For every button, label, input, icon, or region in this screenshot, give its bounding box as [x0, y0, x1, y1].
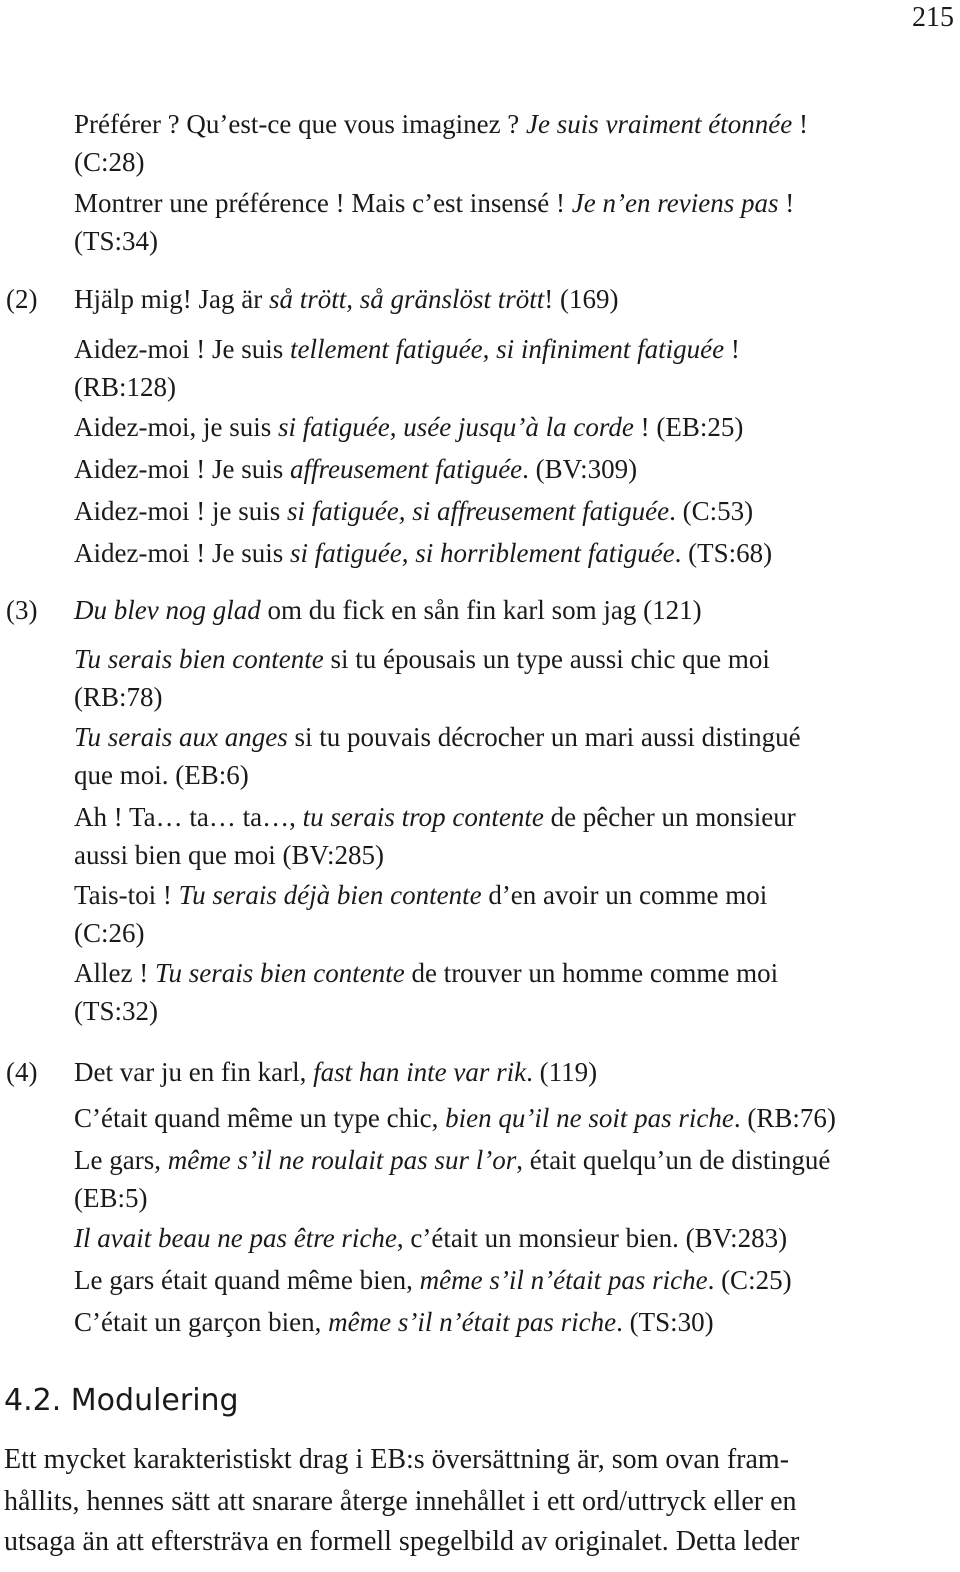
example-line [74, 190, 794, 217]
text-segment: om du fick en sån fin karl som jag (121) [260, 595, 702, 625]
example-line [74, 1059, 597, 1086]
text-segment: Aidez-moi ! Je suis [74, 538, 290, 568]
italic-segment: même s’il n’était pas riche [328, 1307, 617, 1337]
text-segment: d’en avoir un comme moi [481, 880, 768, 910]
example-line [74, 684, 163, 711]
example-number: (2) [6, 284, 38, 314]
text-segment: Tais-toi ! [74, 880, 179, 910]
italic-segment: affreusement fatiguée [289, 454, 523, 484]
text-segment: Aidez-moi, je suis [74, 412, 278, 442]
italic-segment: Tu serais déjà bien contente [178, 880, 482, 910]
italic-segment: Je n’en reviens pas [571, 188, 779, 218]
example-line [74, 111, 808, 138]
example-line [74, 414, 743, 441]
text-segment: que moi. (EB:6) [74, 760, 249, 790]
example-line [74, 960, 778, 987]
text-segment: de trouver un homme comme moi [404, 958, 779, 988]
example-line [74, 498, 753, 525]
text-segment: Aidez-moi ! je suis [74, 496, 287, 526]
text-segment: (C:26) [74, 918, 145, 948]
italic-segment: Tu serais bien contente [154, 958, 405, 988]
body-line: utsaga än att eftersträva en formell spegelbild av originalet. Detta leder [4, 1526, 800, 1557]
example-line [74, 1105, 836, 1132]
text-segment: Préférer ? Qu’est-ce que vous imaginez ? [74, 109, 527, 139]
text-segment: C’était quand même un type chic, [74, 1103, 446, 1133]
example-line [74, 724, 801, 751]
example-line [74, 882, 767, 909]
italic-segment: Je suis vraiment étonnée [526, 109, 793, 139]
text-segment: de pêcher un monsieur [543, 802, 796, 832]
example-line [74, 228, 158, 255]
italic-segment: så trött, så gränslöst trött [268, 284, 545, 314]
text-segment: Le gars, [74, 1145, 168, 1175]
text-segment: . (RB:76) [733, 1103, 836, 1133]
example-line [74, 842, 384, 869]
italic-segment: bien qu’il ne soit pas riche [445, 1103, 734, 1133]
example-line [74, 374, 176, 401]
italic-segment: Tu serais bien contente [74, 644, 324, 674]
text-segment: (TS:32) [74, 996, 158, 1026]
example-line [74, 1309, 714, 1336]
text-segment: C’était un garçon bien, [74, 1307, 329, 1337]
example-line [74, 646, 770, 673]
text-segment: . (C:53) [669, 496, 754, 526]
text-segment: Det var ju en fin karl, [74, 1057, 314, 1087]
page-number: 215 [912, 2, 954, 33]
text-segment: ! [792, 109, 808, 139]
example-line [74, 286, 619, 313]
example-line [74, 149, 145, 176]
text-segment: Aidez-moi ! Je suis [74, 334, 290, 364]
text-segment: ! (EB:25) [633, 412, 744, 442]
text-segment: . (BV:309) [522, 454, 638, 484]
example-line [74, 456, 637, 483]
example-line [74, 998, 158, 1025]
text-segment: . (TS:30) [616, 1307, 714, 1337]
text-segment: (C:28) [74, 147, 145, 177]
example-number: (4) [6, 1057, 38, 1087]
example-line [74, 540, 772, 567]
text-segment: si tu pouvais décrocher un mari aussi distingué [287, 722, 801, 752]
italic-segment: si fatiguée, si affreusement fatiguée [286, 496, 670, 526]
text-segment: Hjälp mig! Jag är [74, 284, 269, 314]
text-segment: (EB:5) [74, 1183, 148, 1213]
body-line: Ett mycket karakteristiskt drag i EB:s översättning är, som ovan fram- [4, 1444, 790, 1475]
text-segment: ! [724, 334, 740, 364]
example-line [74, 920, 145, 947]
text-segment: . (119) [526, 1057, 598, 1087]
italic-segment: tellement fatiguée, si infiniment fatiguée [289, 334, 725, 364]
italic-segment: même s’il n’était pas riche [419, 1265, 708, 1295]
example-number: (3) [6, 595, 38, 625]
text-segment: Le gars était quand même bien, [74, 1265, 420, 1295]
italic-segment: Il avait beau ne pas être riche [74, 1223, 397, 1253]
text-segment: ! [778, 188, 795, 218]
italic-segment: même s’il ne roulait pas sur l’or [167, 1145, 517, 1175]
text-segment: aussi bien que moi (BV:285) [74, 840, 384, 870]
text-segment: (RB:78) [74, 682, 163, 712]
text-segment: (RB:128) [74, 372, 177, 402]
italic-segment: tu serais trop contente [302, 802, 544, 832]
example-line [74, 597, 702, 624]
italic-segment: si fatiguée, usée jusqu’à la corde [277, 412, 634, 442]
section-heading: 4.2. Modulering [4, 1383, 239, 1418]
example-line [74, 1225, 787, 1252]
italic-segment: si fatiguée, si horriblement fatiguée [289, 538, 675, 568]
text-segment: . (TS:68) [674, 538, 773, 568]
example-line [74, 1147, 830, 1174]
text-segment: (TS:34) [74, 226, 158, 256]
text-segment: Allez ! [74, 958, 155, 988]
text-segment: si tu épousais un type aussi chic que moi [323, 644, 770, 674]
text-segment: , était quelqu’un de distingué [516, 1145, 831, 1175]
example-line [74, 1267, 792, 1294]
example-line [74, 762, 249, 789]
text-segment: ! (169) [544, 284, 619, 314]
italic-segment: fast han inte var rik [313, 1057, 527, 1087]
italic-segment: Du blev nog glad [74, 595, 261, 625]
text-segment: . (C:25) [707, 1265, 792, 1295]
text-segment: Ah ! Ta… ta… ta…, [74, 802, 303, 832]
example-line [74, 1185, 148, 1212]
example-line [74, 804, 796, 831]
text-segment: , c’était un monsieur bien. (BV:283) [396, 1223, 788, 1253]
example-line [74, 336, 740, 363]
text-segment: Aidez-moi ! Je suis [74, 454, 290, 484]
text-segment: Montrer une préférence ! Mais c’est insensé ! [74, 188, 572, 218]
italic-segment: Tu serais aux anges [74, 722, 288, 752]
body-line: hållits, hennes sätt att snarare återge innehållet i ett ord/uttryck eller en [4, 1486, 797, 1517]
